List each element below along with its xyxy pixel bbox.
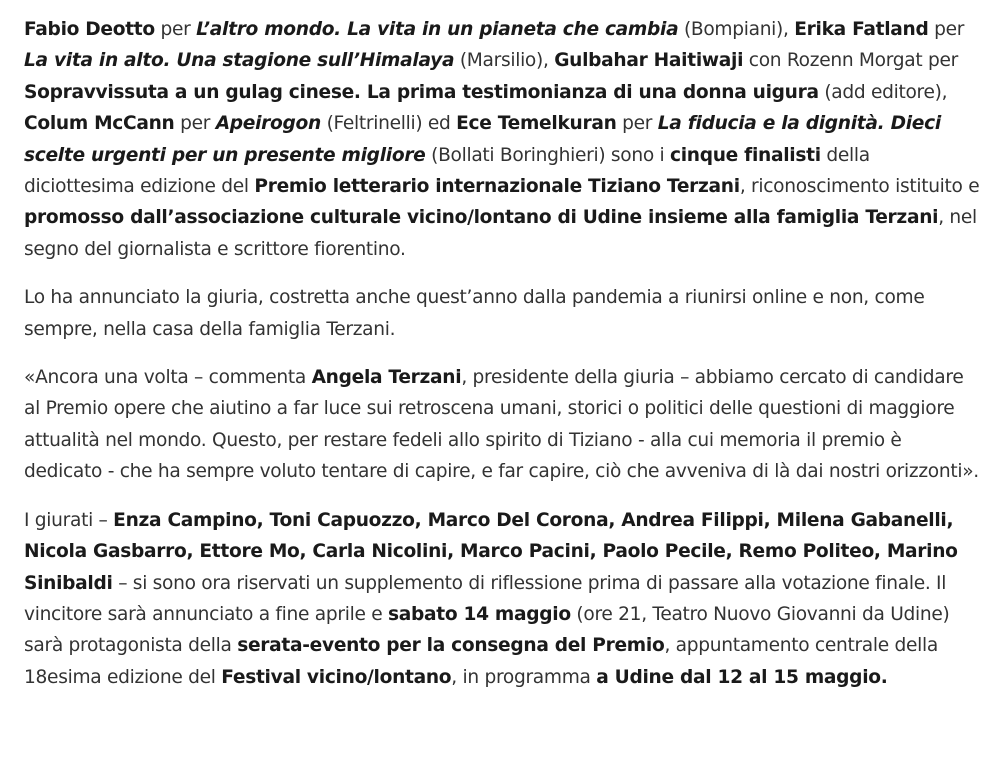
emphasis-text: sabato 14 maggio: [387, 603, 571, 625]
body-text: I giurati –: [24, 509, 114, 531]
body-text: (ore 21, Teatro Nuovo Giovanni da Udine) sarà protagonista della: [24, 603, 950, 657]
body-text: per: [174, 113, 216, 135]
emphasis-text: Ece Temelkuran: [456, 113, 617, 135]
emphasis-text: serata-evento per la consegna del Premio: [237, 635, 665, 657]
emphasis-text: Sopravvissuta a un gulag cinese. La prima testimonianza di una donna uigura: [24, 81, 819, 103]
book-title: La vita in alto. Una stagione sull’Himalaya: [24, 50, 455, 72]
body-text: , appuntamento centrale della 18esima edizione del: [24, 635, 938, 688]
emphasis-text: Gulbahar Haitiwaji: [554, 50, 744, 72]
emphasis-text: Enza Campino, Toni Capuozzo, Marco Del Corona, Andrea Filippi, Milena Gabanelli, Nicola Gasbarro, Ettore Mo, Carla Nicolini, Marco Pacini, Paolo Pecile, Remo Politeo, Marino Sinibaldi: [24, 509, 958, 594]
book-title: Apeirogon: [215, 113, 321, 135]
body-text: (Feltrinelli) ed: [320, 113, 457, 135]
body-text: , in programma: [451, 666, 597, 688]
paragraph-jury-announcement: [24, 282, 982, 345]
emphasis-text: Colum McCann: [24, 113, 175, 135]
body-text: (Marsilio),: [454, 50, 555, 72]
emphasis-text: Angela Terzani: [311, 367, 462, 389]
body-text: per: [928, 19, 965, 40]
body-text: (Bompiani),: [678, 19, 795, 40]
body-text: , riconoscimento istituito e: [739, 176, 980, 198]
body-text: (add editore),: [818, 81, 948, 103]
emphasis-text: promosso dall’associazione culturale vicino/lontano di Udine insieme alla famiglia Terzani: [24, 207, 939, 229]
emphasis-text: cinque finalisti: [670, 144, 821, 166]
body-text: , nel segno del giornalista e scrittore fiorentino.: [24, 207, 977, 260]
emphasis-text: Erika Fatland: [794, 19, 929, 40]
emphasis-text: Fabio Deotto: [24, 19, 155, 40]
emphasis-text: Festival vicino/lontano: [221, 666, 452, 688]
book-title: L’altro mondo. La vita in un pianeta che cambia: [196, 19, 679, 40]
paragraph-angela-terzani-quote: [24, 362, 982, 488]
body-text: per: [154, 19, 197, 40]
book-title: La fiducia e la dignità. Dieci scelte urgenti per un presente migliore: [24, 113, 941, 166]
body-text: , presidente della giuria – abbiamo cercato di candidare al Premio opere che aiutino a far luce sui retroscena umani, storici o politici delle questioni di maggiore attualità nel mondo. Questo, per restare fedeli allo spirito di Tiziano - alla cui memoria il premio è dedicato - che ha sempre voluto tentare di capire, e far capire, ciò che avveniva di là dai nostri orizzonti».: [24, 367, 979, 483]
article-body: [24, 14, 982, 710]
paragraph-jurors-and-event: [24, 505, 982, 693]
body-text: – si sono ora riservati un supplemento di riflessione prima di passare alla votazione finale. Il vincitore sarà annunciato a fine aprile e: [24, 572, 947, 625]
body-text: «Ancora una volta – commenta: [24, 367, 312, 389]
paragraph-finalists: [24, 14, 982, 265]
emphasis-text: Premio letterario internazionale Tiziano Terzani: [254, 176, 740, 198]
body-text: Lo ha annunciato la giuria, costretta anche quest’anno dalla pandemia a riunirsi online e non, come sempre, nella casa della famiglia Terzani.: [24, 287, 925, 340]
body-text: della diciottesima edizione del: [24, 144, 870, 198]
body-text: con Rozenn Morgat per: [743, 50, 958, 72]
body-text: (Bollati Boringhieri) sono i: [425, 144, 670, 166]
body-text: per: [616, 113, 658, 135]
emphasis-text: a Udine dal 12 al 15 maggio.: [596, 666, 888, 688]
